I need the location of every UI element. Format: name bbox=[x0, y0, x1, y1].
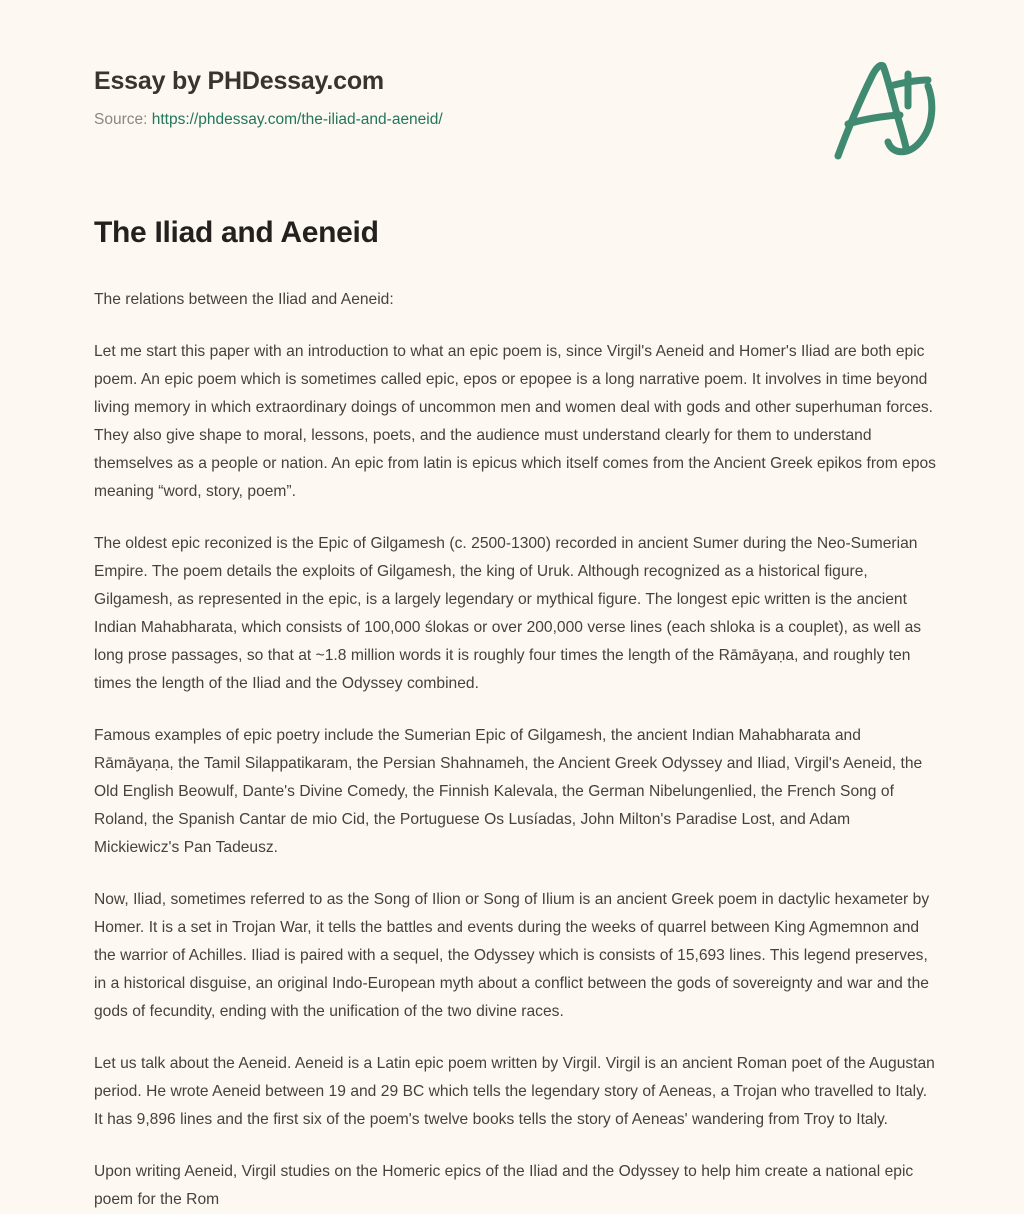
page-header bbox=[94, 66, 954, 130]
brand-title: Essay by PHDessay.com bbox=[94, 67, 384, 95]
paragraph: Now, Iliad, sometimes referred to as the Song of Ilion or Song of Ilium is an ancient Greek poem in dactylic hexameter by Homer. It is a set in Trojan War, it tells the battles and events during the weeks of quarrel between King Agmemnon and the warrior of Achilles. Iliad is paired with a sequel, the Odyssey which is consists of 15,693 lines. This legend preserves, in a historical disguise, an original Indo-European myth about a conflict between the gods of sovereignty and war and the gods of fecundity, ending with the unification of the two divine races. bbox=[94, 890, 930, 1020]
page-title: The Iliad and Aeneid bbox=[94, 216, 379, 249]
article bbox=[94, 214, 936, 1214]
source-line bbox=[94, 110, 954, 130]
source-label: Source: bbox=[94, 111, 148, 128]
paragraph: The oldest epic reconized is the Epic of Gilgamesh (c. 2500-1300) recorded in ancient Sumer during the Neo-Sumerian Empire. The poem details the exploits of Gilgamesh, the king of Uruk. Although recognized as a historical figure, Gilgamesh, as represented in the epic, is a largely legendary or mythical figure. The longest epic written is the ancient Indian Mahabharata, which consists of 100,000 ślokas or over 200,000 verse lines (each shloka is a couplet), as well as long prose passages, so that at ~1.8 million words it is roughly four times the length of the Rāmāyaṇa, and roughly ten times the length of the Iliad and the Odyssey combined. bbox=[94, 534, 922, 692]
paragraph: Famous examples of epic poetry include the Sumerian Epic of Gilgamesh, the ancient Indian Mahabharata and Rāmāyaṇa, the Tamil Silappatikaram, the Persian Shahnameh, the Ancient Greek Odyssey and Iliad, Virgil's Aeneid, the Old English Beowulf, Dante's Divine Comedy, the Finnish Kalevala, the German Nibelungenlied, the French Song of Roland, the Spanish Cantar de mio Cid, the Portuguese Os Lusíadas, John Milton's Paradise Lost, and Adam Mickiewicz's Pan Tadeusz. bbox=[94, 726, 923, 856]
paragraph: Upon writing Aeneid, Virgil studies on the Homeric epics of the Iliad and the Odyssey to help him create a national epic poem for the Rom bbox=[94, 1162, 914, 1208]
source-url-link[interactable]: https://phdessay.com/the-iliad-and-aeneid/ bbox=[151, 111, 443, 128]
phdessay-a-plus-logo-icon bbox=[826, 52, 946, 164]
article-body bbox=[94, 286, 936, 1214]
paragraph: The relations between the Iliad and Aeneid: bbox=[94, 290, 394, 308]
paragraph: Let us talk about the Aeneid. Aeneid is a Latin epic poem written by Virgil. Virgil is an ancient Roman poet of the Augustan period. He wrote Aeneid between 19 and 29 BC which tells the legendary story of Aeneas, a Trojan who travelled to Italy. It has 9,896 lines and the first six of the poem's twelve books tells the story of Aeneas' wandering from Troy to Italy. bbox=[94, 1054, 935, 1128]
paragraph: Let me start this paper with an introduction to what an epic poem is, since Virgil's Aeneid and Homer's Iliad are both epic poem. An epic poem which is sometimes called epic, epos or epopee is a long narrative poem. It involves in time beyond living memory in which extraordinary doings of uncommon men and women deal with gods and other superhuman forces. They also give shape to moral, lessons, poets, and the audience must understand clearly for them to understand themselves as a people or nation. An epic from latin is epicus which itself comes from the Ancient Greek epikos from epos meaning “word, story, poem”. bbox=[94, 342, 936, 500]
